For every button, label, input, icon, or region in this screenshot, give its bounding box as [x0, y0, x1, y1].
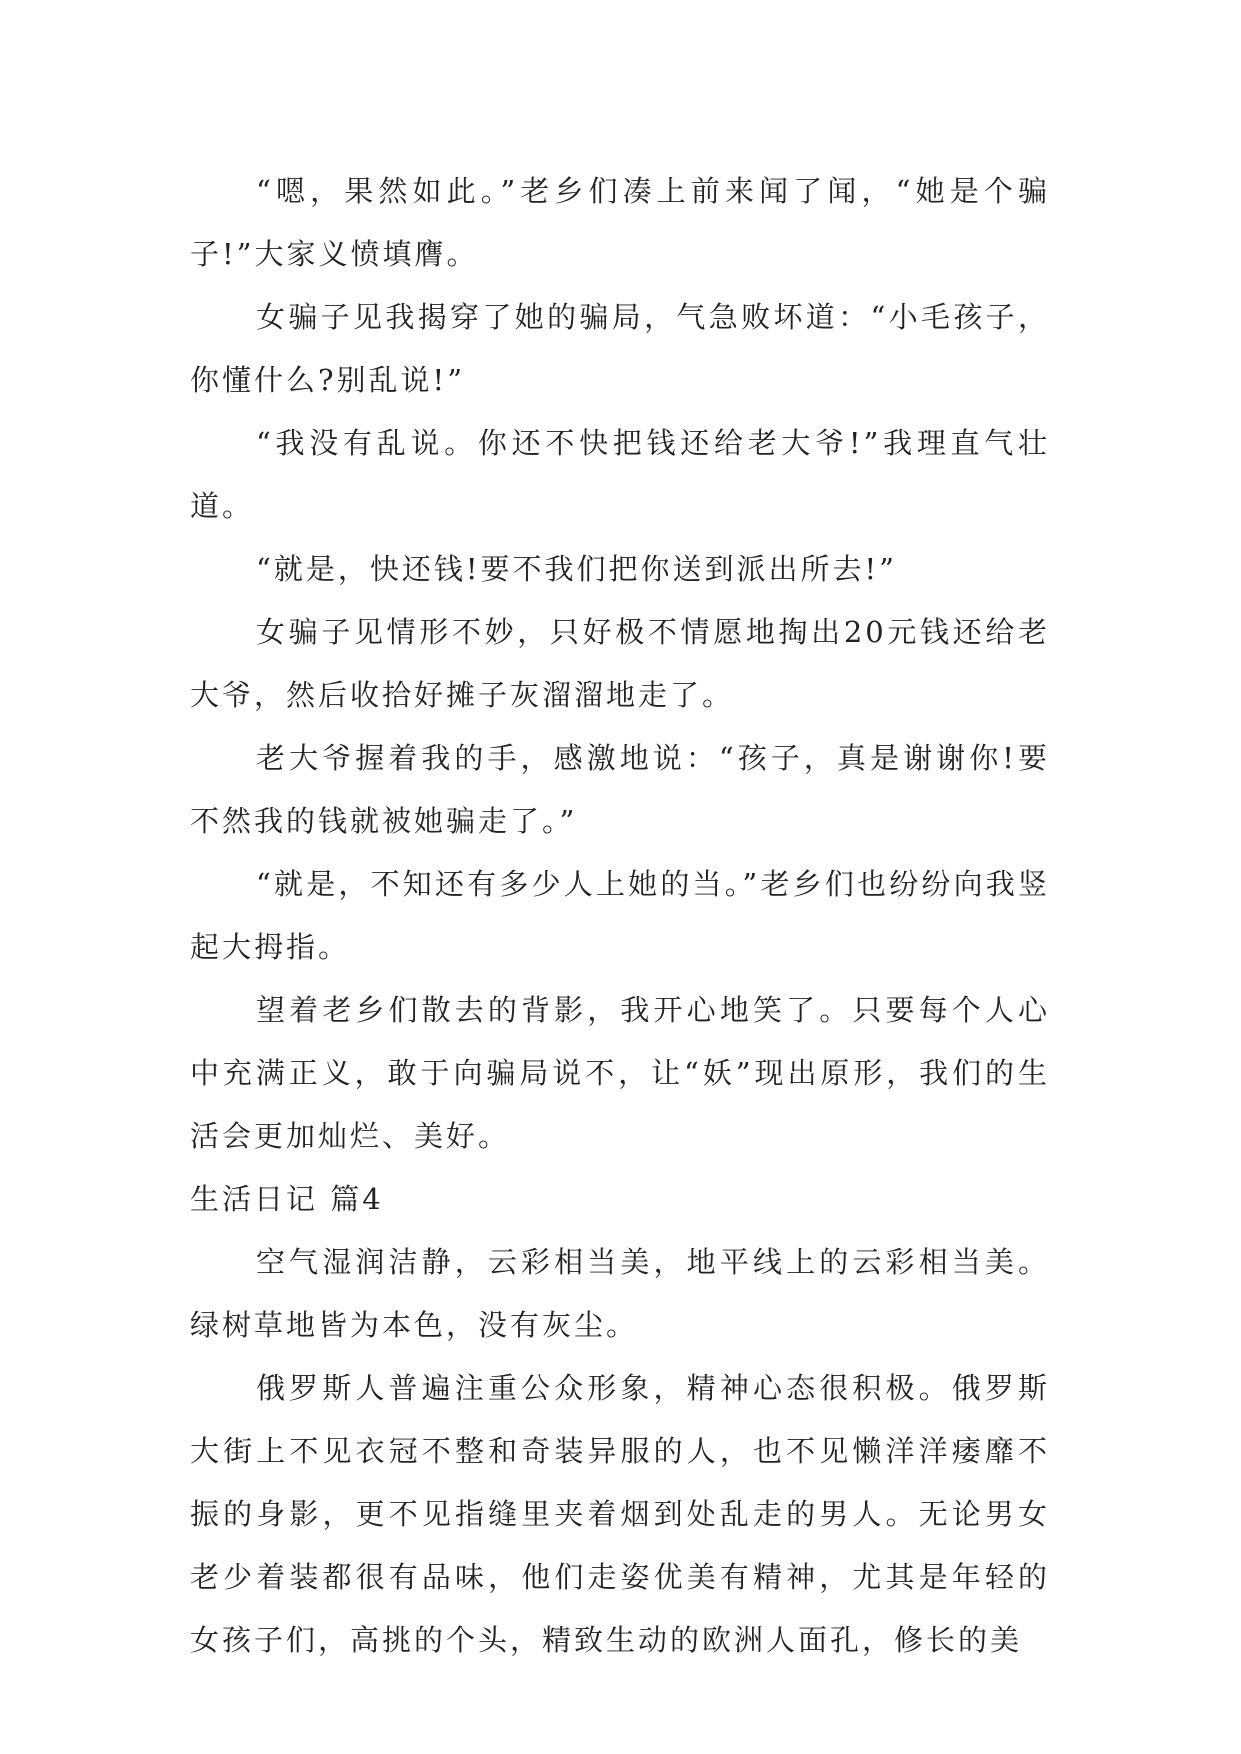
paragraph: 女骗子见我揭穿了她的骗局，气急败坏道：“小毛孩子，你懂什么?别乱说!”	[190, 300, 1050, 397]
paragraph: 俄罗斯人普遍注重公众形象，精神心态很积极。俄罗斯大街上不见衣冠不整和奇装异服的人，也不见懒洋洋痿靡不振的身影，更不见指缝里夹着烟到处乱走的男人。无论男女老少着装都很有品味，他们走姿优美有精神，尤其是年轻的女孩子们，高挑的个头，精致生动的欧洲人面孔，修长的美	[190, 1371, 1050, 1657]
paragraph: 老大爷握着我的手，感激地说：“孩子，真是谢谢你!要不然我的钱就被她骗走了。”	[190, 741, 1050, 838]
paragraph: “我没有乱说。你还不快把钱还给老大爷!”我理直气壮道。	[190, 426, 1050, 523]
paragraph: “嗯，果然如此。”老乡们凑上前来闻了闻，“她是个骗子!”大家义愤填膺。	[190, 174, 1050, 271]
paragraph: 望着老乡们散去的背影，我开心地笑了。只要每个人心中充满正义，敢于向骗局说不，让“妖”现出原形，我们的生活会更加灿烂、美好。	[190, 993, 1050, 1153]
paragraph: “就是，不知还有多少人上她的当。”老乡们也纷纷向我竖起大拇指。	[190, 867, 1050, 964]
paragraph: “就是，快还钱!要不我们把你送到派出所去!”	[256, 552, 897, 586]
document-body	[190, 160, 1050, 1672]
paragraph: 女骗子见情形不妙，只好极不情愿地掏出20元钱还给老大爷，然后收拾好摊子灰溜溜地走了。	[190, 615, 1050, 712]
paragraph: 空气湿润洁静，云彩相当美，地平线上的云彩相当美。绿树草地皆为本色，没有灰尘。	[190, 1245, 1050, 1342]
section-heading: 生活日记 篇4	[190, 1182, 384, 1216]
